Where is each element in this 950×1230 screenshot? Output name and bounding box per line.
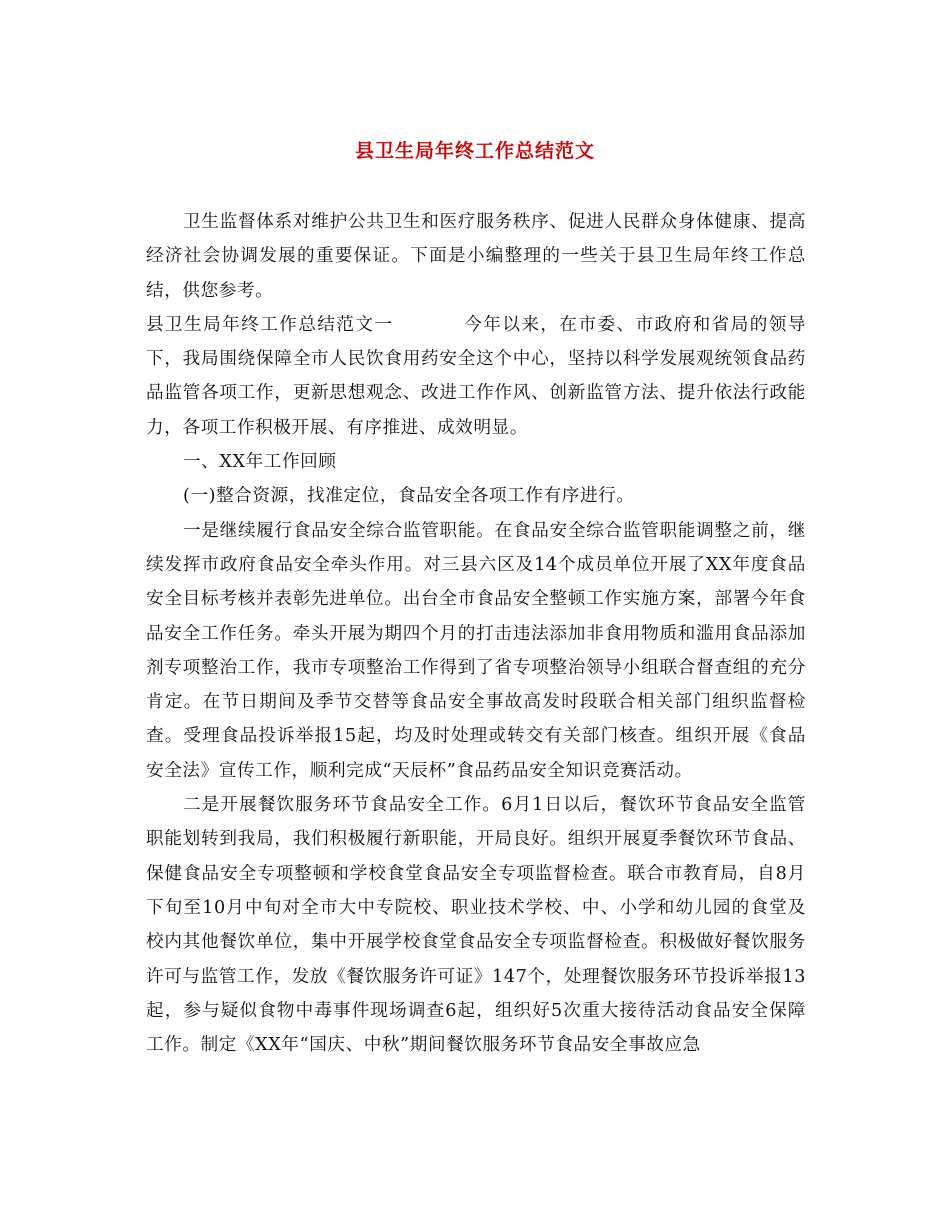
section-heading: 一、XX年工作回顾 bbox=[182, 452, 337, 473]
body-paragraph-2: 二是开展餐饮服务环节食品安全工作。6月1日以后，餐饮环节食品安全监管职能划转到我局，我们积极履行新职能，开局良好。组织开展夏季餐饮环节食品、保健食品安全专项整顿和学校食堂食品安全专项监督检查。联合市教育局，自8月下旬至10月中旬对全市大中专院校、职业技术学校、中、小学和幼儿园的食堂及校内其他餐饮单位，集中开展学校食堂食品安全专项监督检查。积极做好餐饮服务许可与监管工作，发放《餐饮服务许可证》147个，处理餐饮服务环节投诉举报13起，参与疑似食物中毒事件现场调查6起，组织好5次重大接待活动食品安全保障工作。制定《XX年“国庆、中秋”期间餐饮服务环节食品安全事故应急 bbox=[146, 795, 806, 1056]
subsection-heading: (一)整合资源，找准定位，食品安全各项工作有序进行。 bbox=[182, 486, 635, 507]
sample-lead: 今年以来，在市委、市政府和省局的领导下，我局围绕保障全市人民饮食用药安全这个中心，坚持以科学发展观统领食品药品监管各项工作，更新思想观念、改进工作作风、创新监管方法、提升依法行政能力，各项工作积极开展、有序推进、成效明显。 bbox=[146, 314, 806, 438]
document-title: 县卫生局年终工作总结范文 bbox=[354, 140, 595, 162]
document-body bbox=[146, 205, 806, 1062]
body-paragraph-1: 一是继续履行食品安全综合监管职能。在食品安全综合监管职能调整之前，继续发挥市政府食品安全牵头作用。对三县六区及14个成员单位开展了XX年度食品安全目标考核并表彰先进单位。出台全市食品安全整顿工作实施方案，部署今年食品安全工作任务。牵头开展为期四个月的打击违法添加非食用物质和滥用食品添加剂专项整治工作，我市专项整治工作得到了省专项整治领导小组联合督查组的充分肯定。在节日期间及季节交替等食品安全事故高发时段联合相关部门组织监督检查。受理食品投诉举报15起，均及时处理或转交有关部门核查。组织开展《食品安全法》宣传工作，顺利完成“天辰杯”食品药品安全知识竞赛活动。 bbox=[146, 520, 806, 781]
intro-paragraph: 卫生监督体系对维护公共卫生和医疗服务秩序、促进人民群众身体健康、提高经济社会协调发展的重要保证。下面是小编整理的一些关于县卫生局年终工作总结，供您参考。 bbox=[146, 212, 806, 301]
sample-heading: 县卫生局年终工作总结范文一 bbox=[146, 314, 394, 335]
sample-paragraph bbox=[146, 308, 806, 445]
